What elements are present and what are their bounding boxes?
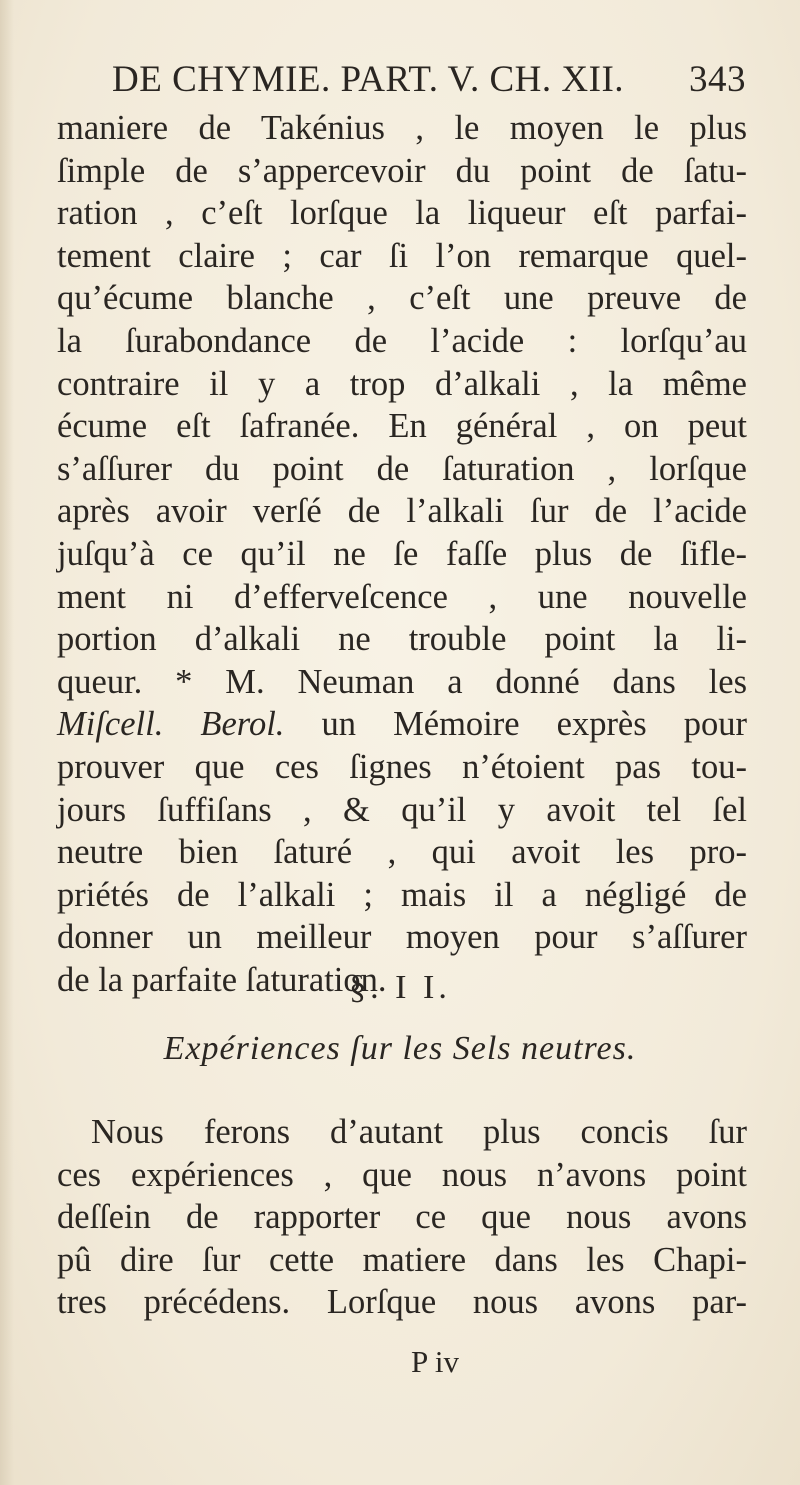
text-line: jours ſuffiſans , & qu’il y avoit tel ſel [57, 790, 747, 829]
text-line: Nous ferons d’autant plus concis ſur [91, 1113, 747, 1151]
text-line: qu’écume blanche , c’eſt une preuve de [57, 279, 747, 318]
running-title: DE CHYMIE. PART. V. CH. XII. [112, 59, 625, 100]
text-line: s’aſſurer du point de ſaturation , lorſque [57, 449, 747, 488]
text-line: priétés de l’alkali ; mais il a négligé de [57, 875, 747, 914]
running-header [112, 58, 752, 108]
paragraph-1 [57, 107, 747, 1001]
text-line: pû dire ſur cette matiere dans les Chapi- [57, 1240, 747, 1279]
section-number: §. I I. [349, 969, 451, 1006]
text-line-final: de la parfaite ſaturation. [57, 960, 387, 999]
text-line: après avoir verſé de l’alkali ſur de l’acide [57, 492, 747, 531]
section-title: Expériences ſur les Sels neutres. [163, 1030, 637, 1067]
text-line-with-citation [57, 703, 747, 746]
text-line: portion d’alkali ne trouble point la li- [57, 620, 747, 659]
text-line: tres précédens. Lorſque nous avons par- [57, 1283, 747, 1322]
text-line: ment ni d’efferveſcence , une nouvelle [57, 577, 747, 616]
text-line: ration , c’eſt lorſque la liqueur eſt parfai- [57, 194, 747, 233]
text-line: ces expériences , que nous n’avons point [57, 1155, 747, 1194]
text-line: écume eſt ſafranée. En général , on peut [57, 407, 747, 446]
paragraph-2 [57, 1111, 747, 1324]
text-line: neutre bien ſaturé , qui avoit les pro- [57, 833, 747, 872]
text-line: ſimple de s’appercevoir du point de ſatu- [57, 151, 747, 190]
citation-continuation: un Mémoire exprès pour [284, 705, 747, 744]
text-line: queur. * M. Neuman a donné dans les [57, 662, 747, 701]
text-line: donner un meilleur moyen pour s’aſſurer [57, 918, 747, 957]
text-line: maniere de Takénius , le moyen le plus [57, 109, 747, 147]
text-line: contraire il y a trop d’alkali , la même [57, 364, 747, 403]
text-line: juſqu’à ce qu’il ne ſe faſſe plus de ſifle- [57, 534, 747, 573]
text-line: deſſein de rapporter ce que nous avons [57, 1198, 747, 1237]
text-line: tement claire ; car ſi l’on remarque quel- [57, 236, 747, 275]
page-number: 343 [689, 59, 746, 100]
text-line: prouver que ces ſignes n’étoient pas tou- [57, 747, 747, 786]
signature-mark: P iv [411, 1344, 459, 1379]
citation-title: Miſcell. Berol. [57, 705, 285, 744]
page-gutter-shadow [0, 0, 14, 1485]
text-line: la ſurabondance de l’acide : lorſqu’au [57, 321, 747, 360]
